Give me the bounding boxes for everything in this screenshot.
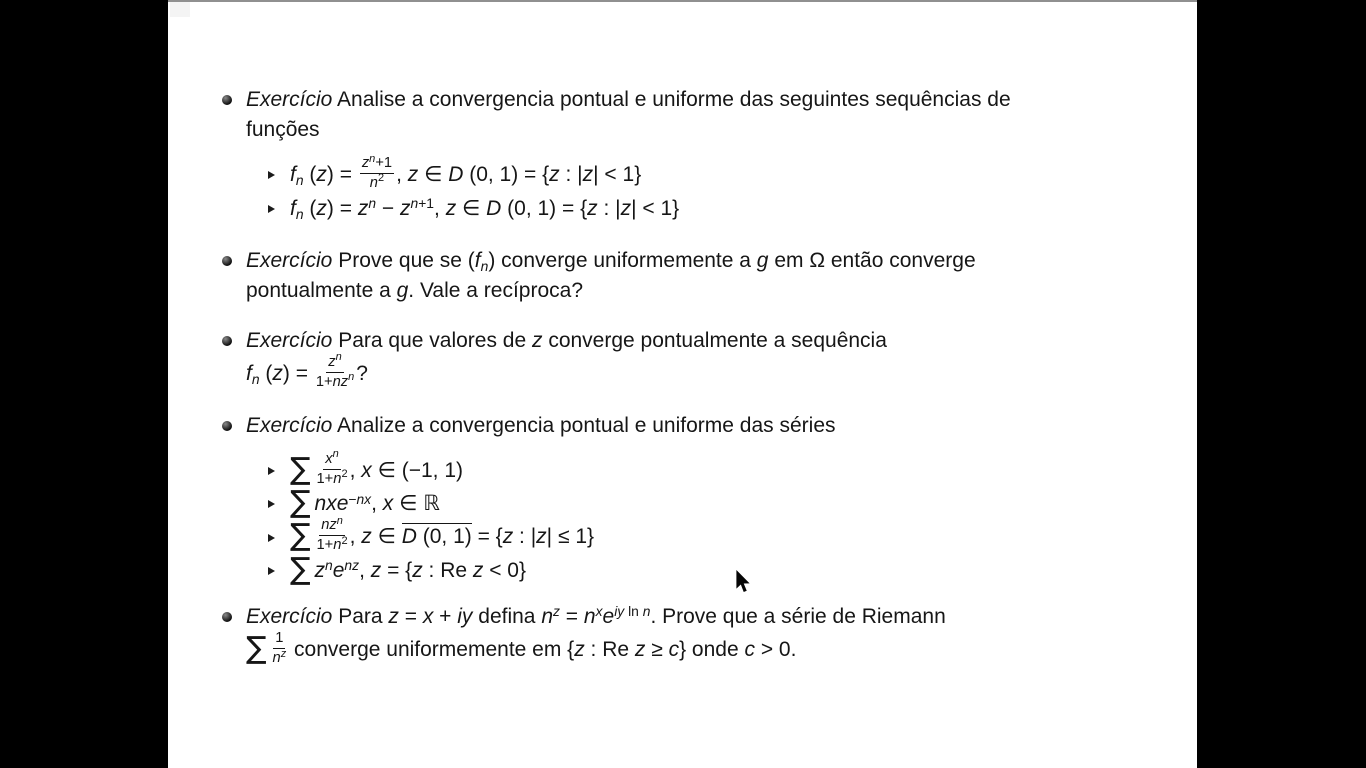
exercise-bullet — [222, 246, 1197, 306]
text-line: fn (z) = $\frac{zn}{\text{1+nzn}}$ ? — [246, 351, 368, 390]
triangle-bullet-icon — [268, 534, 290, 542]
exercise-keyword: Exercício — [246, 248, 333, 272]
text-line: Exercício Analise a convergencia pontual e uniforme das seguintes sequências de — [246, 88, 1011, 111]
exercise-keyword: Exercício — [246, 605, 333, 629]
bullet-body — [246, 246, 1197, 306]
bullet-body — [246, 326, 1197, 393]
sub-bullet-item — [268, 152, 1197, 194]
exercise-bullet — [222, 602, 1197, 669]
letterbox-right — [1197, 0, 1366, 768]
formula-line: ∑ nxe−nx, x ∈ ℝ — [290, 485, 440, 521]
formula-line: fn (z) = zn − zn+1, z ∈ D (0, 1) = {z : |z| < 1} — [290, 194, 680, 222]
exercise-bullet — [222, 85, 1197, 224]
exercise-keyword: Exercício — [246, 88, 333, 111]
sub-bullet-list — [268, 152, 1197, 224]
sub-bullet-item — [268, 485, 1197, 521]
exercise-bullet — [222, 326, 1197, 393]
formula-line: fn (z) = $\frac{zn+1}{n2}$ , z ∈ D (0, 1) = {z : |z| < 1} — [290, 152, 642, 191]
text-line: funções — [246, 118, 320, 141]
bullet-ball-icon — [222, 246, 246, 306]
formula-line: ∑ znenz, z = {z : Re z < 0} — [290, 552, 527, 588]
text-line: ∑ $\frac{1}{nz}$ converge uniformemente em {z : Re z ≥ c} onde c > 0. — [246, 630, 797, 667]
summation-symbol: ∑ — [290, 451, 311, 487]
bullet-ball-icon — [222, 326, 246, 393]
bullet-ball-icon — [222, 411, 246, 587]
exercise-keyword: Exercício — [246, 328, 333, 352]
formula-line: ∑ $\frac{\text{nzn}}{1+n2}$ , z ∈ D (0, 1) = {z : |z| ≤ 1} — [290, 514, 595, 554]
exercise-bullet — [222, 411, 1197, 587]
summation-symbol: ∑ — [290, 552, 311, 588]
slide-corner-artifact — [170, 2, 190, 17]
text-line: Exercício Para que valores de z converge pontualmente a sequência — [246, 328, 887, 352]
summation-symbol: ∑ — [246, 631, 267, 667]
bullet-ball-icon — [222, 602, 246, 669]
bullet-body — [246, 85, 1197, 224]
sub-bullet-item — [268, 194, 1197, 224]
triangle-bullet-icon — [268, 567, 290, 575]
sub-bullet-item — [268, 448, 1197, 490]
bullet-ball-icon — [222, 85, 246, 224]
sub-bullet-item — [268, 552, 1197, 588]
triangle-bullet-icon — [268, 500, 290, 508]
text-line: pontualmente a g. Vale a recíproca? — [246, 278, 584, 302]
triangle-bullet-icon — [268, 205, 290, 213]
triangle-bullet-icon — [268, 171, 290, 179]
text-line: Exercício Para z = x + iy defina nz = nxeiy ln n. Prove que a série de Riemann — [246, 603, 946, 629]
summation-symbol: ∑ — [290, 518, 311, 554]
letterbox-left — [0, 0, 168, 768]
text-line: Exercício Prove que se (fn) converge uniformemente a g em Ω então converge — [246, 248, 976, 274]
slide-content — [222, 0, 1197, 669]
bullet-body — [246, 602, 1197, 669]
presentation-slide — [168, 0, 1197, 768]
formula-line: ∑ $\frac{xn}{1+n2}$ , x ∈ (−1, 1) — [290, 448, 463, 487]
triangle-bullet-icon — [268, 467, 290, 475]
text-line: Exercício Analize a convergencia pontual e uniforme das séries — [246, 413, 836, 437]
bullet-body — [246, 411, 1197, 587]
summation-symbol: ∑ — [290, 485, 311, 521]
exercise-keyword: Exercício — [246, 413, 333, 437]
sub-bullet-item — [268, 514, 1197, 556]
sub-bullet-list — [268, 448, 1197, 588]
